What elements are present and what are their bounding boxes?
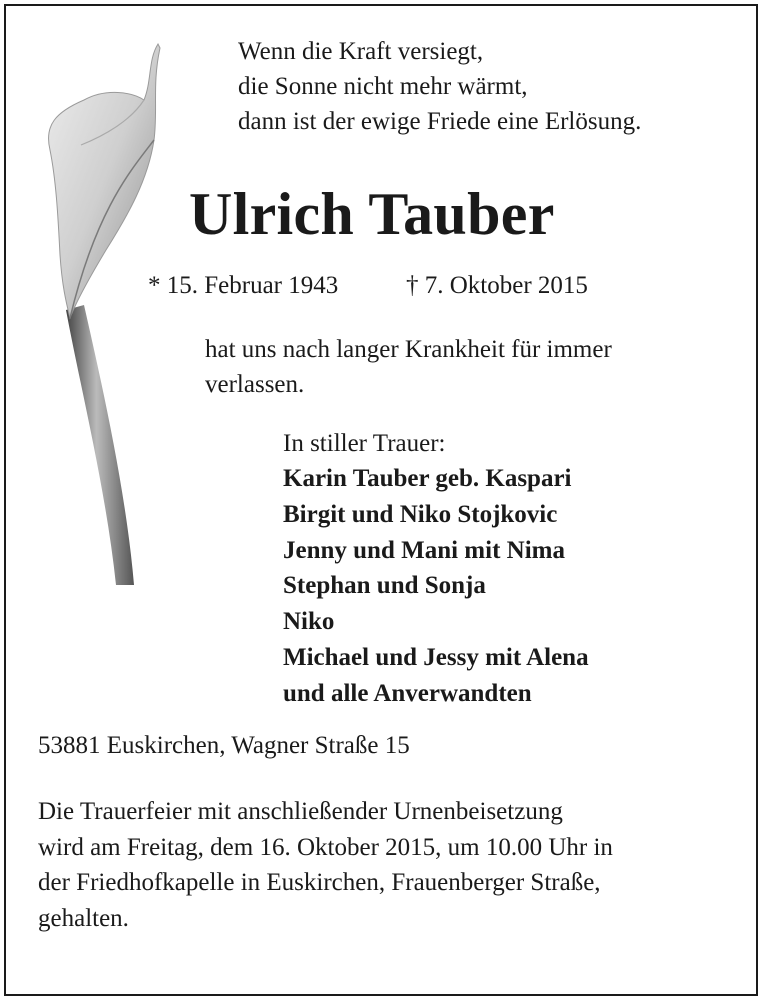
- mourner-name: und alle Anverwandten: [283, 679, 532, 707]
- motto-verse: [238, 34, 641, 139]
- deceased-name: Ulrich Tauber: [189, 181, 555, 247]
- mourner-name: Birgit und Niko Stojkovic: [283, 500, 558, 528]
- mourner-name: Niko: [283, 608, 335, 636]
- death-notice: [205, 332, 612, 402]
- mourner-name: Michael und Jessy mit Alena: [283, 643, 589, 671]
- motto-line: Wenn die Kraft versiegt,: [238, 38, 484, 65]
- mourner-name: Karin Tauber geb. Kaspari: [283, 465, 572, 492]
- service-line: Die Trauerfeier mit anschließender Urnenbeisetzung: [38, 798, 563, 825]
- mourner-name: Jenny und Mani mit Nima: [283, 536, 565, 564]
- motto-line: die Sonne nicht mehr wärmt,: [238, 73, 528, 100]
- mourning-intro: In stiller Trauer:: [283, 430, 446, 457]
- death-date: † 7. Oktober 2015: [406, 272, 588, 299]
- notice-line: hat uns nach langer Krankheit für immer: [205, 336, 612, 363]
- calla-lily-icon: [36, 40, 166, 590]
- service-line: wird am Freitag, dem 16. Oktober 2015, um 10.00 Uhr in: [38, 833, 613, 861]
- service-line: der Friedhofkapelle in Euskirchen, Frauenberger Straße,: [38, 869, 601, 896]
- funeral-service-info: [38, 794, 613, 936]
- service-line: gehalten.: [38, 904, 129, 932]
- family-address: 53881 Euskirchen, Wagner Straße 15: [38, 732, 410, 759]
- notice-line: verlassen.: [205, 371, 305, 398]
- mourners-list: [283, 461, 589, 712]
- motto-line: dann ist der ewige Friede eine Erlösung.: [238, 108, 642, 135]
- mourner-name: Stephan und Sonja: [283, 572, 486, 600]
- birth-date: * 15. Februar 1943: [148, 272, 339, 299]
